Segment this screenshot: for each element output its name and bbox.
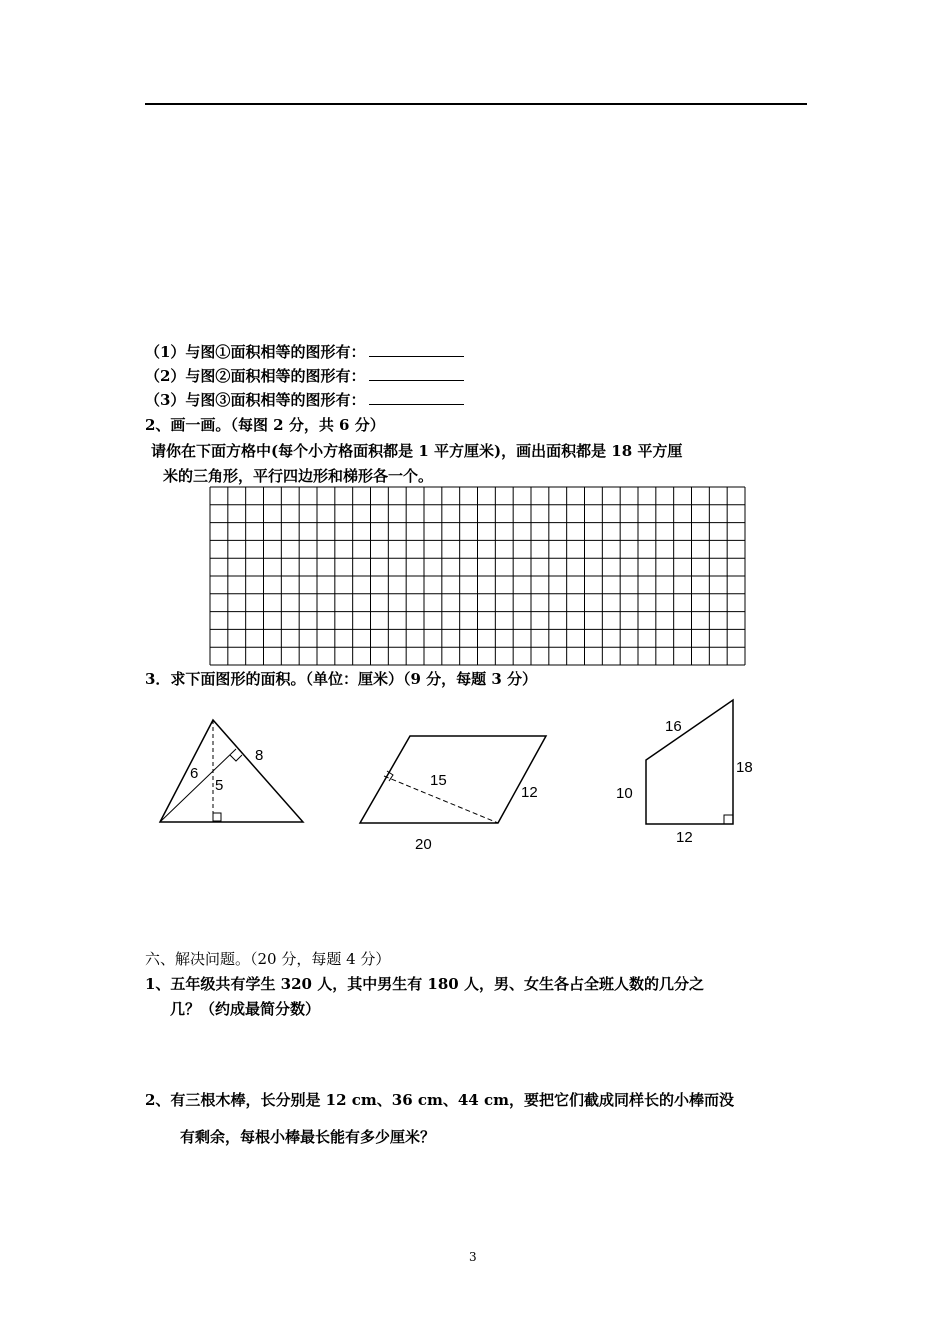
right-angle-mark bbox=[213, 813, 221, 821]
label-18: 18 bbox=[736, 759, 753, 776]
label-10: 10 bbox=[616, 785, 633, 802]
label-16: 16 bbox=[665, 718, 682, 735]
drawing-grid[interactable] bbox=[208, 486, 748, 668]
right-angle-mark bbox=[724, 815, 733, 824]
compare-item-2 bbox=[145, 365, 464, 386]
section6-title: 六、解决问题。（20 分，每题 4 分） bbox=[145, 950, 391, 968]
figure-trapezoid bbox=[610, 694, 770, 852]
answer-blank-1[interactable] bbox=[369, 342, 464, 357]
figure-parallelogram bbox=[350, 726, 560, 856]
compare-item-1-label: （1）与图①面积相等的图形有： bbox=[145, 343, 366, 361]
compare-item-2-label: （2）与图②面积相等的图形有： bbox=[145, 367, 366, 385]
page-number: 3 bbox=[469, 1250, 477, 1264]
right-angle-mark-2 bbox=[230, 755, 242, 761]
q2-title: 2、画一画。（每图 2 分，共 6 分） bbox=[145, 416, 385, 434]
trapezoid-outline bbox=[646, 700, 733, 824]
parallelogram-outline bbox=[360, 736, 546, 823]
label-6: 6 bbox=[190, 765, 199, 782]
answer-blank-2[interactable] bbox=[369, 366, 464, 381]
answer-blank-3[interactable] bbox=[369, 390, 464, 405]
figure-triangle bbox=[150, 712, 320, 830]
label-5: 5 bbox=[215, 777, 224, 794]
label-12: 12 bbox=[676, 829, 693, 846]
compare-item-1 bbox=[145, 341, 464, 362]
problem2-line1: 2、有三根木棒，长分别是 12 cm、36 cm、44 cm，要把它们截成同样长的小棒而没 bbox=[145, 1091, 734, 1109]
label-12: 12 bbox=[521, 784, 538, 801]
problem1-line2: 几？（约成最简分数） bbox=[170, 1000, 321, 1018]
triangle-outline bbox=[160, 720, 303, 822]
q2-instruction-line2: 米的三角形，平行四边形和梯形各一个。 bbox=[163, 467, 434, 485]
header-rule bbox=[145, 103, 807, 105]
q2-instruction-line1: 请你在下面方格中(每个小方格面积都是 1 平方厘米)，画出面积都是 18 平方厘 bbox=[151, 442, 683, 460]
problem1-line1: 1、五年级共有学生 320 人，其中男生有 180 人，男、女生各占全班人数的几分之 bbox=[145, 975, 704, 993]
label-20: 20 bbox=[415, 836, 432, 853]
problem2-line2: 有剩余，每根小棒最长能有多少厘米？ bbox=[180, 1128, 436, 1146]
q3-title: 3．求下面图形的面积。（单位：厘米）（9 分，每题 3 分） bbox=[145, 670, 537, 688]
triangle-height-solid bbox=[160, 749, 236, 822]
label-15: 15 bbox=[430, 772, 447, 789]
compare-item-3 bbox=[145, 389, 464, 410]
label-8: 8 bbox=[255, 747, 264, 764]
compare-item-3-label: （3）与图③面积相等的图形有： bbox=[145, 391, 366, 409]
